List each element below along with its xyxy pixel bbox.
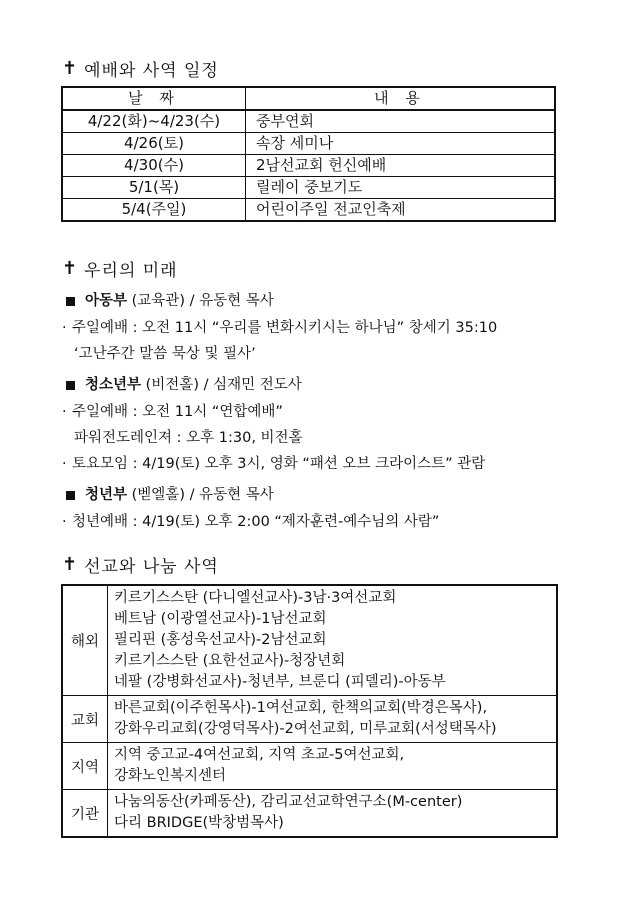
mission-line: 강화우리교회(강영덕목사)-2여선교회, 미루교회(서성택목사)	[114, 721, 497, 737]
mission-section-title	[62, 552, 219, 577]
table-row	[62, 696, 557, 743]
mission-line: 다리 BRIDGE(박창범목사)	[114, 815, 284, 831]
schedule-header-content: 내 용	[246, 87, 556, 110]
mission-title-text: 선교와 나눔 사역	[84, 557, 219, 577]
dept-heading-youth	[62, 371, 582, 399]
mission-category: 교회	[62, 696, 108, 743]
mission-items	[108, 743, 558, 790]
mission-items	[108, 696, 558, 743]
square-bullet-icon	[66, 381, 75, 390]
list-item-text: 토요모임 : 4/19(토) 오후 3시, 영화 “패션 오브 크라이스트” 관람	[72, 456, 486, 472]
mission-line: 필리핀 (홍성욱선교사)-2남선교회	[114, 632, 327, 648]
table-row	[62, 790, 557, 838]
schedule-title-text: 예배와 사역 일정	[84, 61, 219, 81]
schedule-date: 5/4(주일)	[62, 199, 246, 222]
table-row	[62, 199, 555, 222]
future-section-title	[62, 256, 178, 281]
table-row	[62, 177, 555, 199]
dept-detail: (교육관) / 유동현 목사	[127, 293, 274, 309]
mission-line: 키르기스스탄 (다니엘선교사)-3남·3여선교회	[114, 590, 397, 606]
schedule-date: 5/1(목)	[62, 177, 246, 199]
list-item: · 토요모임 : 4/19(토) 오후 3시, 영화 “패션 오브 크라이스트” 관람	[62, 456, 486, 472]
mission-line: 바른교회(이주헌목사)-1여선교회, 한책의교회(박경은목사),	[114, 700, 488, 716]
list-item-text: 주일예배 : 오전 11시 “우리를 변화시키시는 하나님” 창세기 35:10	[72, 320, 498, 336]
list-item: · 주일예배 : 오전 11시 “우리를 변화시키시는 하나님” 창세기 35:10	[62, 320, 498, 336]
table-row	[62, 585, 557, 696]
mission-table	[61, 584, 558, 838]
mission-category: 기관	[62, 790, 108, 838]
schedule-content: 2남선교회 헌신예배	[246, 155, 556, 177]
dept-name: 청소년부	[85, 377, 142, 393]
dept-name: 청년부	[85, 487, 128, 503]
future-section	[62, 287, 582, 535]
list-item: · 청년예배 : 4/19(토) 오후 2:00 “제자훈련-예수님의 사람”	[62, 514, 440, 530]
list-item-text: 주일예배 : 오전 11시 “연합예배”	[72, 404, 283, 420]
mission-line: 지역 중고교-4여선교회, 지역 초교-5여선교회,	[114, 747, 405, 763]
schedule-header-date: 날 짜	[62, 87, 246, 110]
square-bullet-icon	[66, 491, 75, 500]
list-item-continued: 파워전도레인져 : 오후 1:30, 비전홀	[74, 430, 303, 446]
schedule-date: 4/30(수)	[62, 155, 246, 177]
mission-category: 지역	[62, 743, 108, 790]
schedule-date: 4/26(토)	[62, 133, 246, 155]
table-row	[62, 743, 557, 790]
cross-icon: ✝	[62, 58, 79, 79]
mission-category: 해외	[62, 585, 108, 696]
schedule-content: 어린이주일 전교인축제	[246, 199, 556, 222]
list-item-text: 청년예배 : 4/19(토) 오후 2:00 “제자훈련-예수님의 사람”	[72, 514, 440, 530]
dept-heading-children	[62, 287, 582, 315]
schedule-content: 속장 세미나	[246, 133, 556, 155]
cross-icon: ✝	[62, 258, 79, 279]
schedule-content: 릴레이 중보기도	[246, 177, 556, 199]
cross-icon: ✝	[62, 554, 79, 575]
mission-line: 키르기스스탄 (요한선교사)-청장년회	[114, 653, 346, 669]
schedule-header-row	[62, 87, 555, 110]
future-title-text: 우리의 미래	[84, 261, 178, 281]
table-row	[62, 155, 555, 177]
list-item: · 주일예배 : 오전 11시 “연합예배”	[62, 404, 283, 420]
mission-line: 네팔 (강병화선교사)-청년부, 브룬디 (피델리)-아동부	[114, 674, 446, 690]
mission-line: 나눔의동산(카페동산), 감리교선교학연구소(M-center)	[114, 794, 463, 810]
dept-detail: (벧엘홀) / 유동현 목사	[127, 487, 274, 503]
table-row	[62, 133, 555, 155]
schedule-content: 중부연회	[246, 110, 556, 133]
schedule-section-title	[62, 56, 219, 81]
table-row	[62, 110, 555, 133]
schedule-date: 4/22(화)~4/23(수)	[62, 110, 246, 133]
square-bullet-icon	[66, 297, 75, 306]
mission-line: 베트남 (이광열선교사)-1남선교회	[114, 611, 327, 627]
mission-line: 강화노인복지센터	[114, 768, 227, 784]
mission-items	[108, 585, 558, 696]
dept-detail: (비전홀) / 심재민 전도사	[141, 377, 302, 393]
mission-items	[108, 790, 558, 838]
schedule-table	[61, 86, 556, 222]
list-item-continued: ‘고난주간 말씀 묵상 및 필사’	[74, 346, 256, 362]
dept-heading-young-adult	[62, 481, 582, 509]
dept-name: 아동부	[85, 293, 128, 309]
